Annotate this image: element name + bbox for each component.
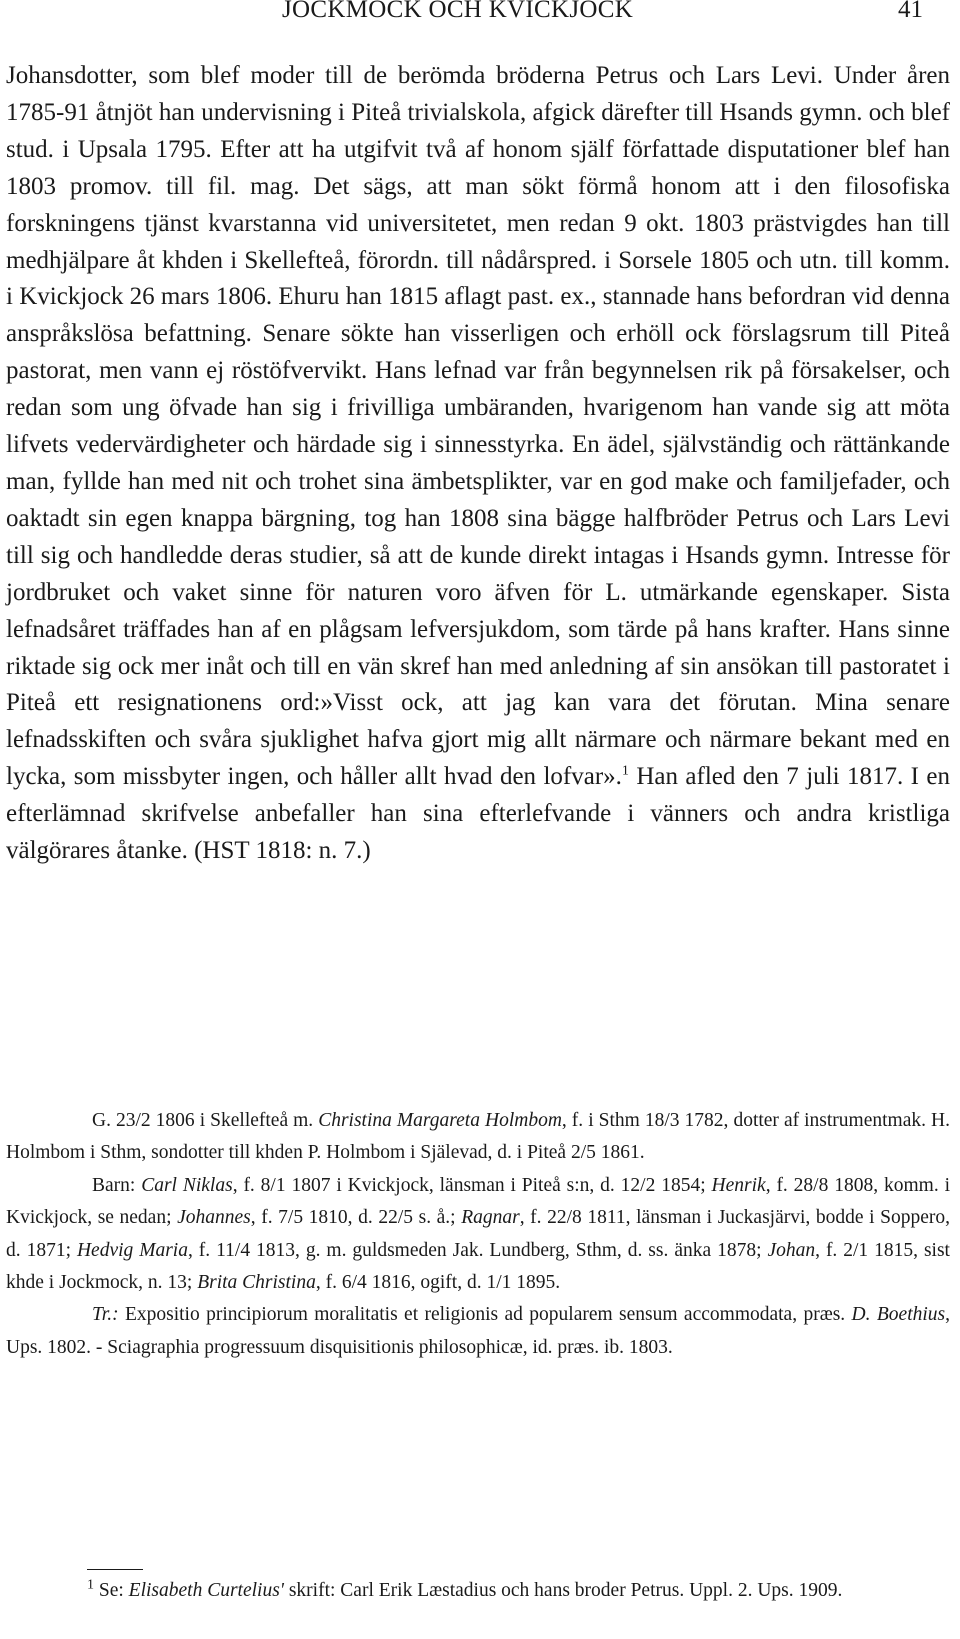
footnote-text: Se: — [94, 1580, 129, 1601]
child-text: , f. 22/8 1811, länsman i Juckasjärvi, bodde i Soppero, d. 1871; — [6, 1207, 950, 1261]
children-paragraph — [6, 1170, 950, 1300]
marriage-text-rest: , f. i Sthm 18/3 1782, dotter af instrumentmak. H. Holmbom i Sthm, sondotter till khden P. Holmbom i Själevad, d. i Piteå 2/5 1861. — [6, 1110, 950, 1164]
footnote — [6, 1576, 950, 1606]
child-name: Johan — [767, 1239, 816, 1261]
child-name: Hedvig Maria — [76, 1239, 188, 1261]
praeses-name: D. Boethius — [851, 1304, 946, 1326]
works-text-rest: , Ups. 1802. - Sciagraphia progressuum disquisitionis philosophicæ, id. præs. ib. 1803. — [6, 1304, 950, 1358]
footnote-paragraph — [6, 1576, 950, 1606]
child-name: Carl Niklas — [141, 1174, 233, 1196]
main-paragraph — [6, 58, 950, 870]
page-header — [0, 0, 960, 28]
main-text-body: Johansdotter, som blef moder till de berömda bröderna Petrus och Lars Levi. Under åren 1785-91 åtnjöt han undervisning i Piteå trivialskola, afgick därefter till Hsands gymn. och blef stud. i Upsala 1795. Efter att ha utgifvit två af honom själf författade disputationer blef han 1803 promov. till fil. mag. Det sägs, att man sökt förmå honom att i den filosofiska forskningens tjänst kvarstanna vid universitetet, men redan 9 okt. 1803 prästvigdes han till medhjälpare åt khden i Skellefteå, förordn. till nådårspred. i Sorsele 1805 och utn. till komm. i Kvickjock 26 mars 1806. Ehuru han 1815 aflagt past. ex., stannade hans befordran vid denna anspråkslösa befattning. Senare sökte han visserligen och erhöll ock förslagsrum till Piteå pastorat, men vann ej röstöfvervikt. Hans lefnad var från begynnelsen rik på försakelser, och redan som ung öfvade han sig i frivilliga umbäranden, hvarigenom han vande sig att möta lifvets vedervärdigheter och härdade sig i sinnesstyrka. En ädel, självständig och rättänkande man, fyllde han med nit och trohet sina ämbetsplikter, var en god make och familjefader, och oaktadt sin egen knappa bärgning, tog han 1808 sina bägge halfbröder Petrus och Lars Levi till sig och handledde deras studier, så att de kunde direkt intagas i Hsands gymn. Intresse för jordbruket och vaket sinne för naturen voro äfven för L. utmärkande egenskaper. Sista lefnadsåret träffades han af en plågsam lefversjukdom, som tärde på hans krafter. Hans sinne riktade sig ock mer inåt och till en vän skref han med anledning af sin ansökan till pastoratet i Piteå ett resignationens ord:»Visst ock, att jag kan vara det förutan. Mina senare lefnadsskiften och svåra sjuklighet hafva gjort mig allt närmare och närmare bekant med en lycka, som missbyter ingen, och håller allt hvad den lofvar». — [6, 62, 950, 791]
children-lead: Barn: — [92, 1174, 142, 1196]
biographical-notes — [6, 1105, 950, 1364]
main-text-end: Han afled den 7 juli 1817. I en efterlämnad skrifvelse anbefaller han sina efterlefvande i vänners och andra kristliga välgörares åtanke. (HST 1818: n. 7.) — [6, 763, 950, 865]
running-title: JOCKMOCK OCH KVICKJOCK — [282, 0, 634, 23]
child-text: , f. 11/4 1813, g. m. guldsmeden Jak. Lundberg, Sthm, d. ss. änka 1878; — [187, 1239, 768, 1261]
child-text: , f. 2/1 1815, sist khde i Jockmock, n. 13; — [6, 1239, 950, 1294]
marriage-text: G. 23/2 1806 i Skellefteå m. — [92, 1110, 319, 1131]
footnote-divider — [87, 1569, 143, 1570]
child-name: Brita Christina — [197, 1272, 316, 1294]
works-lead: Tr.: — [92, 1304, 119, 1326]
child-text: , f. 8/1 1807 i Kvickjock, länsman i Piteå s:n, d. 12/2 1854; — [232, 1174, 712, 1196]
child-name: Johannes — [177, 1207, 251, 1229]
child-text: , f. 7/5 1810, d. 22/5 s. å.; — [250, 1207, 462, 1229]
footnote-reference: 1 — [621, 763, 629, 779]
wife-name: Christina Margareta Holmbom — [318, 1110, 562, 1131]
works-paragraph — [6, 1299, 950, 1364]
child-text: , f. 28/8 1808, komm. i Kvickjock, se nedan; — [6, 1174, 950, 1229]
footnote-text-rest: skrift: Carl Erik Læstadius och hans broder Petrus. Uppl. 2. Ups. 1909. — [283, 1580, 843, 1601]
child-name: Henrik — [711, 1174, 766, 1196]
footnote-author: Elisabeth Curtelius' — [128, 1580, 284, 1601]
child-text: , f. 6/4 1816, ogift, d. 1/1 1895. — [315, 1272, 561, 1294]
page-number: 41 — [898, 0, 923, 23]
footnote-marker: 1 — [87, 1577, 94, 1593]
child-name: Ragnar — [461, 1207, 520, 1229]
main-text — [6, 58, 950, 870]
works-text: Expositio principiorum moralitatis et religionis ad popularem sensum accommodata, præs. — [118, 1304, 852, 1326]
marriage-paragraph — [6, 1105, 950, 1170]
